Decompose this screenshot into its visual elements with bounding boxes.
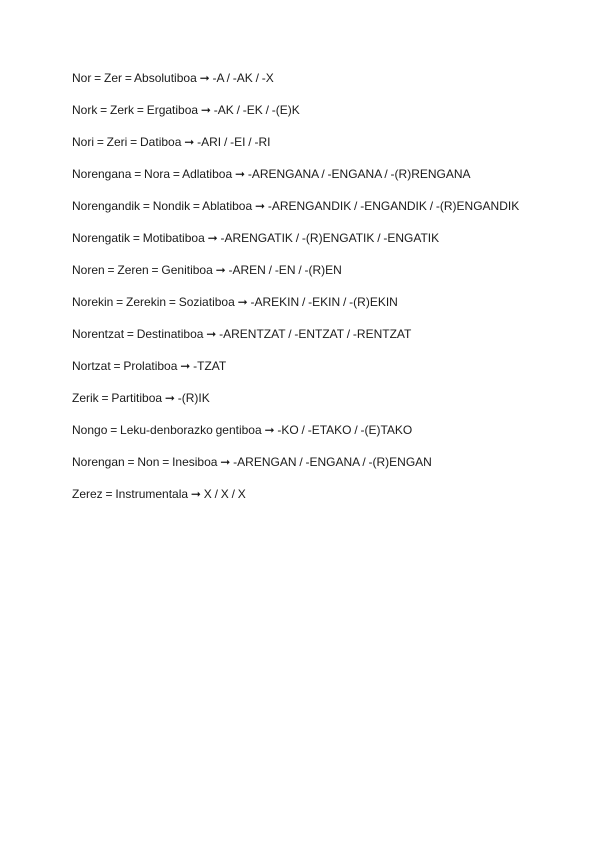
case-line-prolatiboa: Nortzat = Prolatiboa ➞ -TZAT: [72, 359, 227, 373]
case-line-destinatiboa: Norentzat = Destinatiboa ➞ -ARENTZAT / -ENTZAT / -RENTZAT: [72, 327, 412, 341]
case-line-inesiboa: Norengan = Non = Inesiboa ➞ -ARENGAN / -ENGANA / -(R)ENGAN: [72, 455, 432, 469]
case-line-partitiboa: Zerik = Partitiboa ➞ -(R)IK: [72, 391, 210, 405]
case-line-absolutiboa: Nor = Zer = Absolutiboa ➞ -A / -AK / -X: [72, 71, 274, 85]
case-line-ergatiboa: Nork = Zerk = Ergatiboa ➞ -AK / -EK / -(E)K: [72, 103, 300, 117]
case-line-instrumentala: Zerez = Instrumentala ➞ X / X / X: [72, 487, 246, 501]
case-line-ablatiboa: Norengandik = Nondik = Ablatiboa ➞ -ARENGANDIK / -ENGANDIK / -(R)ENGANDIK: [72, 199, 520, 213]
case-line-datiboa: Nori = Zeri = Datiboa ➞ -ARI / -EI / -RI: [72, 135, 271, 149]
case-line-soziatiboa: Norekin = Zerekin = Soziatiboa ➞ -AREKIN / -EKIN / -(R)EKIN: [72, 295, 398, 309]
case-line-genitiboa: Noren = Zeren = Genitiboa ➞ -AREN / -EN / -(R)EN: [72, 263, 342, 277]
case-list: [72, 70, 532, 518]
case-line-adlatiboa: Norengana = Nora = Adlatiboa ➞ -ARENGANA / -ENGANA / -(R)RENGANA: [72, 167, 471, 181]
case-line-motibatiboa: Norengatik = Motibatiboa ➞ -ARENGATIK / -(R)ENGATIK / -ENGATIK: [72, 231, 440, 245]
case-line-leku-denborazko-gentiboa: Nongo = Leku-denborazko gentiboa ➞ -KO / -ETAKO / -(E)TAKO: [72, 423, 413, 437]
